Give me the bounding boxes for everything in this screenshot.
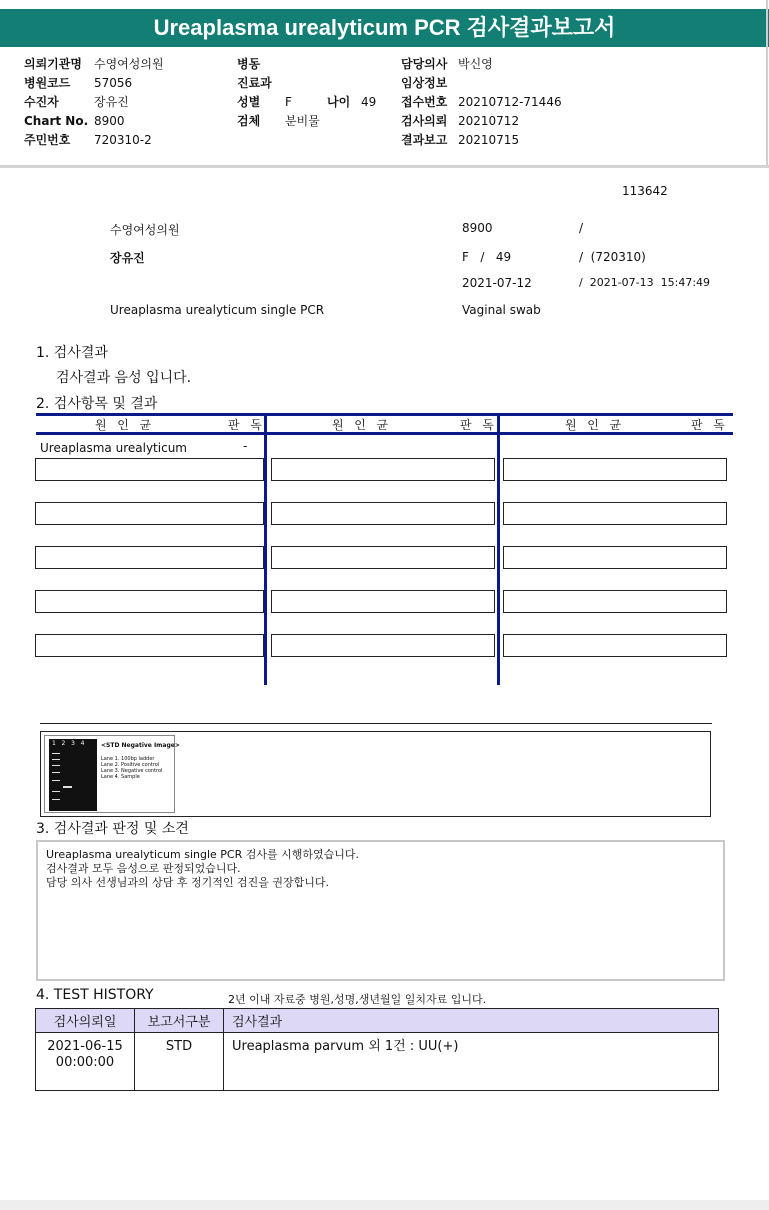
label-department: 진료과 bbox=[237, 76, 272, 90]
value-patient: 장유진 bbox=[94, 95, 129, 109]
opinion-line: 담당 의사 선생님과의 상담 후 정기적인 검진을 권장합니다. bbox=[46, 876, 329, 889]
result-box bbox=[35, 634, 264, 657]
label-request-date: 검사의뢰 bbox=[401, 114, 448, 128]
result-item-name: Ureaplasma urealyticum bbox=[40, 441, 187, 455]
result-box bbox=[271, 634, 495, 657]
value-doctor: 박신영 bbox=[458, 57, 493, 71]
header-col-2 bbox=[237, 57, 397, 133]
header-vertical-rule bbox=[766, 0, 768, 166]
history-note: 2년 이내 자료중 병원,성명,생년월일 일치자료 입니다. bbox=[228, 993, 487, 1006]
label-report-date: 결과보고 bbox=[401, 133, 448, 147]
gel-band bbox=[52, 799, 60, 800]
summary-ssn: / (720310) bbox=[579, 250, 646, 264]
section-1-text: 검사결과 음성 입니다. bbox=[56, 370, 192, 386]
result-box bbox=[503, 546, 727, 569]
header-col-3 bbox=[401, 57, 621, 152]
history-date: 2021-06-15 bbox=[47, 1039, 123, 1054]
summary-specimen: Vaginal swab bbox=[462, 303, 541, 317]
value-hospital-code: 57056 bbox=[94, 76, 133, 90]
history-result: Ureaplasma parvum 외 1건 : UU(+) bbox=[224, 1033, 719, 1091]
result-table-divider-1 bbox=[264, 413, 267, 685]
label-clinic: 의뢰기관명 bbox=[24, 57, 82, 71]
result-box bbox=[271, 546, 495, 569]
value-specimen: 분비물 bbox=[285, 114, 320, 128]
history-header-row bbox=[36, 1009, 719, 1033]
value-ssn: 720310-2 bbox=[94, 133, 152, 147]
col-header-organism-3: 원 인 균 bbox=[565, 418, 623, 432]
summary-id: 113642 bbox=[622, 184, 668, 198]
history-table bbox=[35, 1008, 719, 1091]
history-col-result: 검사결과 bbox=[224, 1009, 719, 1033]
gel-legend-item: Lane 4. Sample bbox=[101, 774, 140, 780]
gel-band bbox=[52, 780, 60, 781]
section-2-title: 2. 검사항목 및 결과 bbox=[36, 396, 158, 412]
result-box bbox=[35, 458, 264, 481]
result-box bbox=[35, 502, 264, 525]
label-doctor: 담당의사 bbox=[401, 57, 448, 71]
result-box bbox=[503, 590, 727, 613]
label-chart-no: Chart No. bbox=[24, 114, 89, 128]
result-box bbox=[271, 590, 495, 613]
header-col-1 bbox=[24, 57, 224, 152]
gel-band bbox=[52, 772, 60, 773]
col-header-result-2: 판 독 bbox=[460, 418, 495, 432]
col-header-result-3: 판 독 bbox=[691, 418, 726, 432]
value-request-date: 20210712 bbox=[458, 114, 520, 128]
result-box bbox=[503, 634, 727, 657]
value-receipt-no: 20210712-71446 bbox=[458, 95, 562, 109]
gel-legend-item: Lane 1. 100bp ladder bbox=[101, 756, 155, 762]
opinion-line: 검사결과 모두 음성으로 판정되었습니다. bbox=[46, 862, 241, 875]
gel-lane-numbers: 1 2 3 4 bbox=[52, 740, 85, 747]
summary-patient: 장유진 bbox=[110, 251, 145, 265]
summary-chart: 8900 bbox=[462, 221, 493, 235]
gel-thumbnail bbox=[44, 735, 180, 813]
value-report-date: 20210715 bbox=[458, 133, 520, 147]
history-col-date: 검사의뢰일 bbox=[36, 1009, 135, 1033]
result-box bbox=[503, 502, 727, 525]
label-patient: 수진자 bbox=[24, 95, 59, 109]
gel-band bbox=[63, 786, 72, 788]
value-chart-no: 8900 bbox=[94, 114, 125, 128]
summary-slash: / bbox=[579, 221, 584, 235]
result-box bbox=[35, 590, 264, 613]
footer-divider bbox=[0, 1200, 769, 1210]
summary-sex-age: F / 49 bbox=[462, 250, 512, 264]
result-item-value: - bbox=[243, 439, 248, 453]
col-header-organism-1: 원 인 균 bbox=[95, 418, 153, 432]
gel-band bbox=[52, 791, 60, 792]
summary-clinic: 수영여성의원 bbox=[110, 223, 180, 237]
header-divider bbox=[0, 165, 769, 168]
label-sex: 성별 bbox=[237, 95, 261, 109]
result-box bbox=[503, 458, 727, 481]
result-box bbox=[271, 458, 495, 481]
result-box bbox=[35, 546, 264, 569]
value-clinic: 수영여성의원 bbox=[94, 57, 164, 71]
summary-request-date: 2021-07-12 bbox=[462, 276, 532, 290]
label-receipt-no: 접수번호 bbox=[401, 95, 448, 109]
gel-legend-item: Lane 3. Negative control bbox=[101, 768, 163, 774]
gel-top-rule bbox=[40, 723, 712, 724]
result-box bbox=[271, 502, 495, 525]
history-date-cell bbox=[36, 1033, 135, 1091]
section-1-title: 1. 검사결과 bbox=[36, 345, 108, 361]
opinion-box bbox=[36, 840, 725, 981]
gel-legend bbox=[101, 756, 162, 780]
col-header-organism-2: 원 인 균 bbox=[332, 418, 390, 432]
label-clinical-info: 임상정보 bbox=[401, 76, 448, 90]
gel-band bbox=[52, 753, 60, 754]
section-3-title: 3. 검사결과 판정 및 소견 bbox=[36, 821, 189, 837]
value-sex: F bbox=[285, 95, 292, 109]
label-ssn: 주민번호 bbox=[24, 133, 71, 147]
report-title: Ureaplasma urealyticum PCR 검사결과보고서 bbox=[0, 9, 769, 47]
gel-image bbox=[49, 739, 97, 811]
label-age: 나이 bbox=[327, 95, 351, 109]
gel-caption-title: <STD Negative Image> bbox=[101, 742, 180, 749]
history-type: STD bbox=[135, 1033, 224, 1091]
result-table-divider-2 bbox=[497, 413, 500, 685]
summary-test-name: Ureaplasma urealyticum single PCR bbox=[110, 303, 325, 317]
gel-legend-item: Lane 2. Positive control bbox=[101, 762, 160, 768]
opinion-line: Ureaplasma urealyticum single PCR 검사를 시행하였습니다. bbox=[46, 848, 359, 861]
col-header-result-1: 판 독 bbox=[228, 418, 263, 432]
history-time: 00:00:00 bbox=[55, 1055, 115, 1070]
gel-band bbox=[52, 765, 60, 766]
section-4-title: 4. TEST HISTORY bbox=[36, 987, 154, 1003]
history-row bbox=[36, 1033, 719, 1091]
summary-result-datetime: / 2021-07-13 15:47:49 bbox=[579, 276, 711, 289]
label-ward: 병동 bbox=[237, 57, 261, 71]
history-col-type: 보고서구분 bbox=[135, 1009, 224, 1033]
label-specimen: 검체 bbox=[237, 114, 261, 128]
label-hospital-code: 병원코드 bbox=[24, 76, 71, 90]
value-age: 49 bbox=[361, 95, 377, 109]
gel-band bbox=[52, 759, 60, 760]
